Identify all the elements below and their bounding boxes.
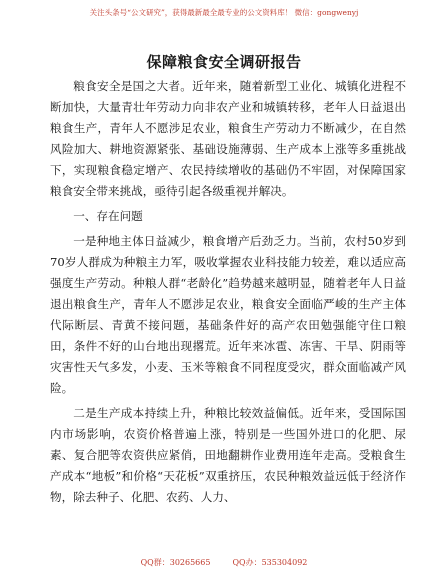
footer — [0, 557, 448, 568]
section-heading: 一、存在问题 — [73, 209, 143, 223]
header-banner: 关注头条号“公文研究”，获得最新最全最专业的公文资料库！ 微信：gongwenyj — [89, 8, 359, 17]
intro-paragraph: 粮食安全是国之大者。近年来，随着新型工业化、城镇化进程不断加快，大量青壮年劳动力向非农产业和城镇转移，老年人日益退出粮食生产，青年人不愿涉足农业，粮食生产劳动力不断减少，在自然风险加大、耕地资源紧张、基础设施薄弱、生产成本上涨等多重挑战下，实现粮食稳定增产、农民持续增收的基础仍不牢固，对保障国家粮食安全带来挑战，亟待引起各级重视并解决。 — [50, 79, 406, 198]
footer-qq-group: QQ群：30265665 — [140, 558, 211, 567]
point-one-paragraph: 一是种地主体日益减少，粮食增产后劲乏力。当前，农村50岁到70岁人群成为种粮主力军，吸收掌握农业科技能力较差，难以适应高强度生产劳动。种粮人群“老龄化”趋势越来越明显，随着老年人日益退出粮食生产，青年人不愿涉足农业，粮食安全面临严峻的生产主体代际断层、青黄不接问题，基础条件好的高产农田勉强能守住口粮田，条件不好的山台地出现撂荒。近年来冰雹、冻害、干旱、阴雨等灾害性天气多发，小麦、玉米等粮食不同程度受灾，群众面临减产风险。 — [50, 234, 406, 395]
point-two-paragraph: 二是生产成本持续上升，种粮比较效益偏低。近年来，受国际国内市场影响，农资价格普遍上涨，特别是一些国外进口的化肥、尿素、复合肥等农资供应紧俏，田地翻耕作业费用连年走高。受粮食生产成本“地板”和价格“天花板”双重挤压，农民种粮效益远低于经济作物，除去种子、化肥、农药、人力、 — [50, 406, 406, 504]
footer-qq-office: QQ办：535304092 — [232, 558, 308, 567]
document-title: 保障粮食安全调研报告 — [146, 53, 302, 71]
document-body — [50, 76, 406, 512]
